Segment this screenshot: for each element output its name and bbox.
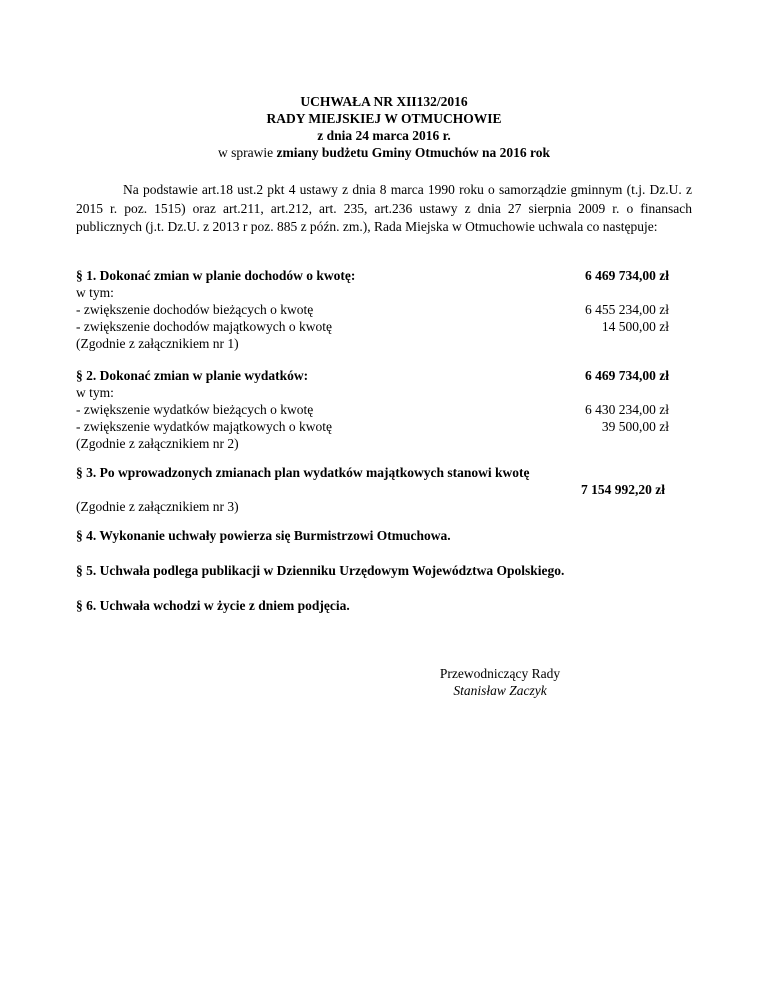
subject-title: zmiany budżetu Gminy Otmuchów na 2016 rok (276, 145, 550, 160)
section-5: § 5. Uchwała podlega publikacji w Dzienniku Urzędowym Województwa Opolskiego. (76, 563, 565, 578)
section-3-amount: 7 154 992,20 zł (581, 482, 665, 497)
section-2-total: 6 469 734,00 zł (585, 368, 669, 383)
item-label: - zwiększenie wydatków majątkowych o kwotę (76, 419, 333, 434)
section-1 (76, 267, 676, 352)
section-1-item-2 (76, 318, 676, 335)
section-1-title-row (76, 267, 676, 284)
legal-basis-text: Na podstawie art.18 ust.2 pkt 4 ustawy z dnia 8 marca 1990 roku o samorządzie gminnym (t.j. Dz.U. z 2015 r. poz. 1515) oraz art.211, art.212, art. 235, art.236 ustawy z dnia 27 sierpnia 2009 r. o finansach publicznych (j.t. Dz.U. z 2013 r poz. 885 z późn. zm.), Rada Miejska w Otmuchowie uchwala co następuje: (76, 182, 692, 234)
resolution-date: z dnia 24 marca 2016 r. (317, 128, 451, 143)
item-amount: 6 430 234,00 zł (585, 402, 669, 417)
item-amount: 6 455 234,00 zł (585, 302, 669, 317)
subject-prefix: w sprawie (217, 145, 277, 160)
item-label: - zwiększenie dochodów bieżących o kwotę (76, 302, 314, 317)
item-amount: 39 500,00 zł (601, 419, 669, 434)
legal-basis (76, 181, 692, 237)
section-2 (76, 367, 676, 452)
signature-name: Stanisław Zaczyk (453, 683, 547, 698)
section-3 (76, 464, 676, 514)
section-2-title: § 2. Dokonać zmian w planie wydatków: (76, 368, 309, 383)
section-2-item-2 (76, 418, 676, 435)
section-2-wtym: w tym: (76, 385, 114, 400)
item-label: - zwiększenie wydatków bieżących o kwotę (76, 402, 314, 417)
resolution-subject (0, 144, 768, 161)
signature-block (380, 665, 620, 699)
section-3-title: § 3. Po wprowadzonych zmianach plan wydatków majątkowych stanowi kwotę (76, 465, 530, 480)
section-1-note: (Zgodnie z załącznikiem nr 1) (76, 336, 239, 351)
section-1-total: 6 469 734,00 zł (585, 268, 669, 283)
section-6: § 6. Uchwała wchodzi w życie z dniem podjęcia. (76, 598, 350, 613)
item-amount: 14 500,00 zł (601, 319, 669, 334)
signature-role: Przewodniczący Rady (439, 666, 561, 681)
section-3-note: (Zgodnie z załącznikiem nr 3) (76, 499, 239, 514)
resolution-header (0, 93, 768, 161)
council-name: RADY MIEJSKIEJ W OTMUCHOWIE (266, 111, 502, 126)
section-2-note: (Zgodnie z załącznikiem nr 2) (76, 436, 239, 451)
section-1-title: § 1. Dokonać zmian w planie dochodów o kwotę: (76, 268, 356, 283)
resolution-number: UCHWAŁA NR XII132/2016 (300, 94, 468, 109)
section-2-title-row (76, 367, 676, 384)
section-2-item-1 (76, 401, 676, 418)
item-label: - zwiększenie dochodów majątkowych o kwotę (76, 319, 333, 334)
section-4: § 4. Wykonanie uchwały powierza się Burmistrzowi Otmuchowa. (76, 528, 451, 543)
section-1-item-1 (76, 301, 676, 318)
section-1-wtym: w tym: (76, 285, 114, 300)
